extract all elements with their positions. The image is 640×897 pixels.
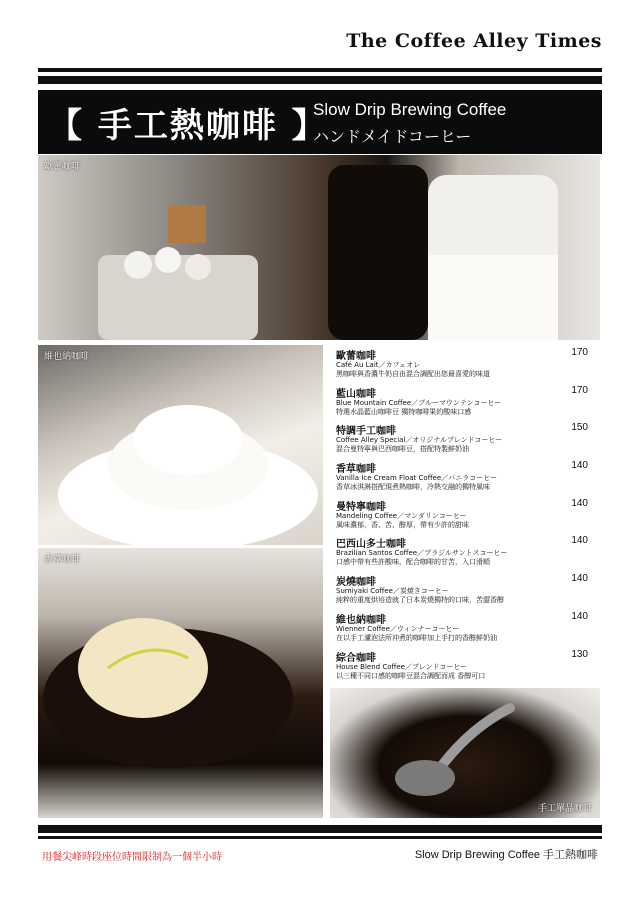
menu-item-subtitle: Vanilla Ice Cream Float Coffee／バニラコーヒー (336, 474, 497, 483)
menu-item-price: 170 (571, 347, 588, 358)
vanilla-coffee-photo (38, 548, 323, 818)
section-title-en: Slow Drip Brewing Coffee (313, 100, 507, 119)
photo-caption: 手工單品咖啡 (537, 804, 592, 814)
cafe-au-lait-photo (38, 155, 600, 340)
menu-item-name: 曼特寧咖啡 (336, 501, 386, 513)
menu-list (336, 347, 590, 686)
menu-item-name: 香草咖啡 (336, 464, 376, 476)
single-origin-coffee-photo (330, 688, 600, 818)
top-rule-thin (38, 68, 602, 72)
menu-item-price: 170 (571, 384, 588, 396)
section-title-jp: ハンドメイドコーヒー (313, 127, 472, 146)
menu-item-subtitle: Coffee Alley Special／オリジナルブレンドコーヒー (336, 436, 503, 445)
menu-item-price: 150 (571, 422, 588, 434)
menu-item-subtitle: Café Au Lait／カフェオレ (336, 361, 421, 369)
menu-item-subtitle: Brazilian Santos Coffee／ブラジルサントスコーヒー (336, 549, 508, 558)
single-origin-coffee-illustration (330, 688, 600, 818)
menu-item-subtitle: House Blend Coffee／ブレンドコーヒー (336, 662, 467, 671)
photo-caption: 香草咖啡 (44, 555, 81, 565)
bottom-rule-thin (38, 836, 602, 839)
cafe-au-lait-illustration (38, 155, 600, 340)
menu-item (336, 422, 590, 460)
menu-item-description: 風味濃郁，香、苦、醇厚，帶有少許的甜味 (336, 520, 469, 529)
menu-item-name: 巴西山多士咖啡 (336, 539, 406, 551)
menu-item-description: 混合曼特寧與巴西咖啡豆，搭配特製鮮奶油 (336, 445, 469, 454)
menu-item (336, 535, 590, 573)
menu-item-description: 特選水晶藍山咖啡豆 獨特咖啡果的酸味口感 (336, 407, 472, 416)
menu-item-price: 130 (571, 648, 588, 660)
menu-item-name: 藍山咖啡 (336, 388, 376, 400)
bottom-rule-thick (38, 825, 602, 833)
menu-item-subtitle: Wienner Coffee／ウィンナーコーヒー (336, 624, 460, 633)
menu-item-name: 綜合咖啡 (336, 652, 376, 664)
menu-item-name: 炭燒咖啡 (336, 577, 376, 589)
photo-caption: 歐蕾咖啡 (44, 162, 81, 172)
menu-item-name: 歐蕾咖啡 (336, 351, 376, 362)
section-title-zh: 【 手工熱咖啡 】 (48, 106, 328, 146)
menu-item (336, 649, 590, 687)
menu-item (336, 347, 590, 385)
menu-item-description: 黑咖啡與香濃牛奶自由混合調配出您最喜愛的味道 (336, 370, 490, 378)
menu-item-price: 140 (571, 573, 588, 585)
top-rule-thick (38, 76, 602, 84)
menu-item-price: 140 (571, 460, 588, 472)
vienna-coffee-photo (38, 345, 323, 545)
vanilla-coffee-illustration (38, 548, 323, 818)
menu-item-name: 維也納咖啡 (336, 614, 386, 626)
menu-item-description: 純粹的重度烘培造就了日本炭燒獨特的口味，苦澀香醇 (336, 596, 504, 605)
vienna-coffee-illustration (38, 345, 323, 545)
menu-item (336, 573, 590, 611)
section-title-band (38, 90, 602, 154)
menu-item-price: 140 (571, 497, 588, 509)
menu-item-subtitle: Mandeling Coffee／マンダリンコーヒー (336, 511, 467, 520)
seating-notice: 用餐尖峰時段座位時間限制為一個半小時 (42, 852, 222, 863)
menu-item-description: 香草冰淇淋搭配現煮熱咖啡，冷熱交融的獨特風味 (336, 483, 490, 492)
menu-item (336, 460, 590, 498)
photo-caption: 維也納咖啡 (44, 352, 90, 362)
masthead-title: The Coffee Alley Times (346, 30, 602, 52)
menu-item (336, 498, 590, 536)
menu-item (336, 385, 590, 423)
menu-item-subtitle: Sumiyaki Coffee／炭焼きコーヒー (336, 587, 449, 596)
menu-item-price: 140 (571, 535, 588, 547)
menu-item-subtitle: Blue Mountain Coffee／ブルーマウンテンコーヒー (336, 398, 502, 407)
menu-item-name: 特調手工咖啡 (336, 426, 396, 438)
menu-item-description: 以三種不同口感的咖啡豆混合調配而成 香醇可口 (336, 671, 486, 680)
menu-item-description: 在以手工濾泡法所沖煮的咖啡加上手打的香醇鮮奶油 (336, 633, 497, 642)
menu-item-price: 140 (571, 610, 588, 622)
menu-item-description: 口感中帶有些許酸味，配合咖啡的甘苦，入口滑順 (336, 558, 490, 567)
footer-section-label: Slow Drip Brewing Coffee 手工熱咖啡 (414, 849, 598, 861)
menu-item (336, 611, 590, 649)
